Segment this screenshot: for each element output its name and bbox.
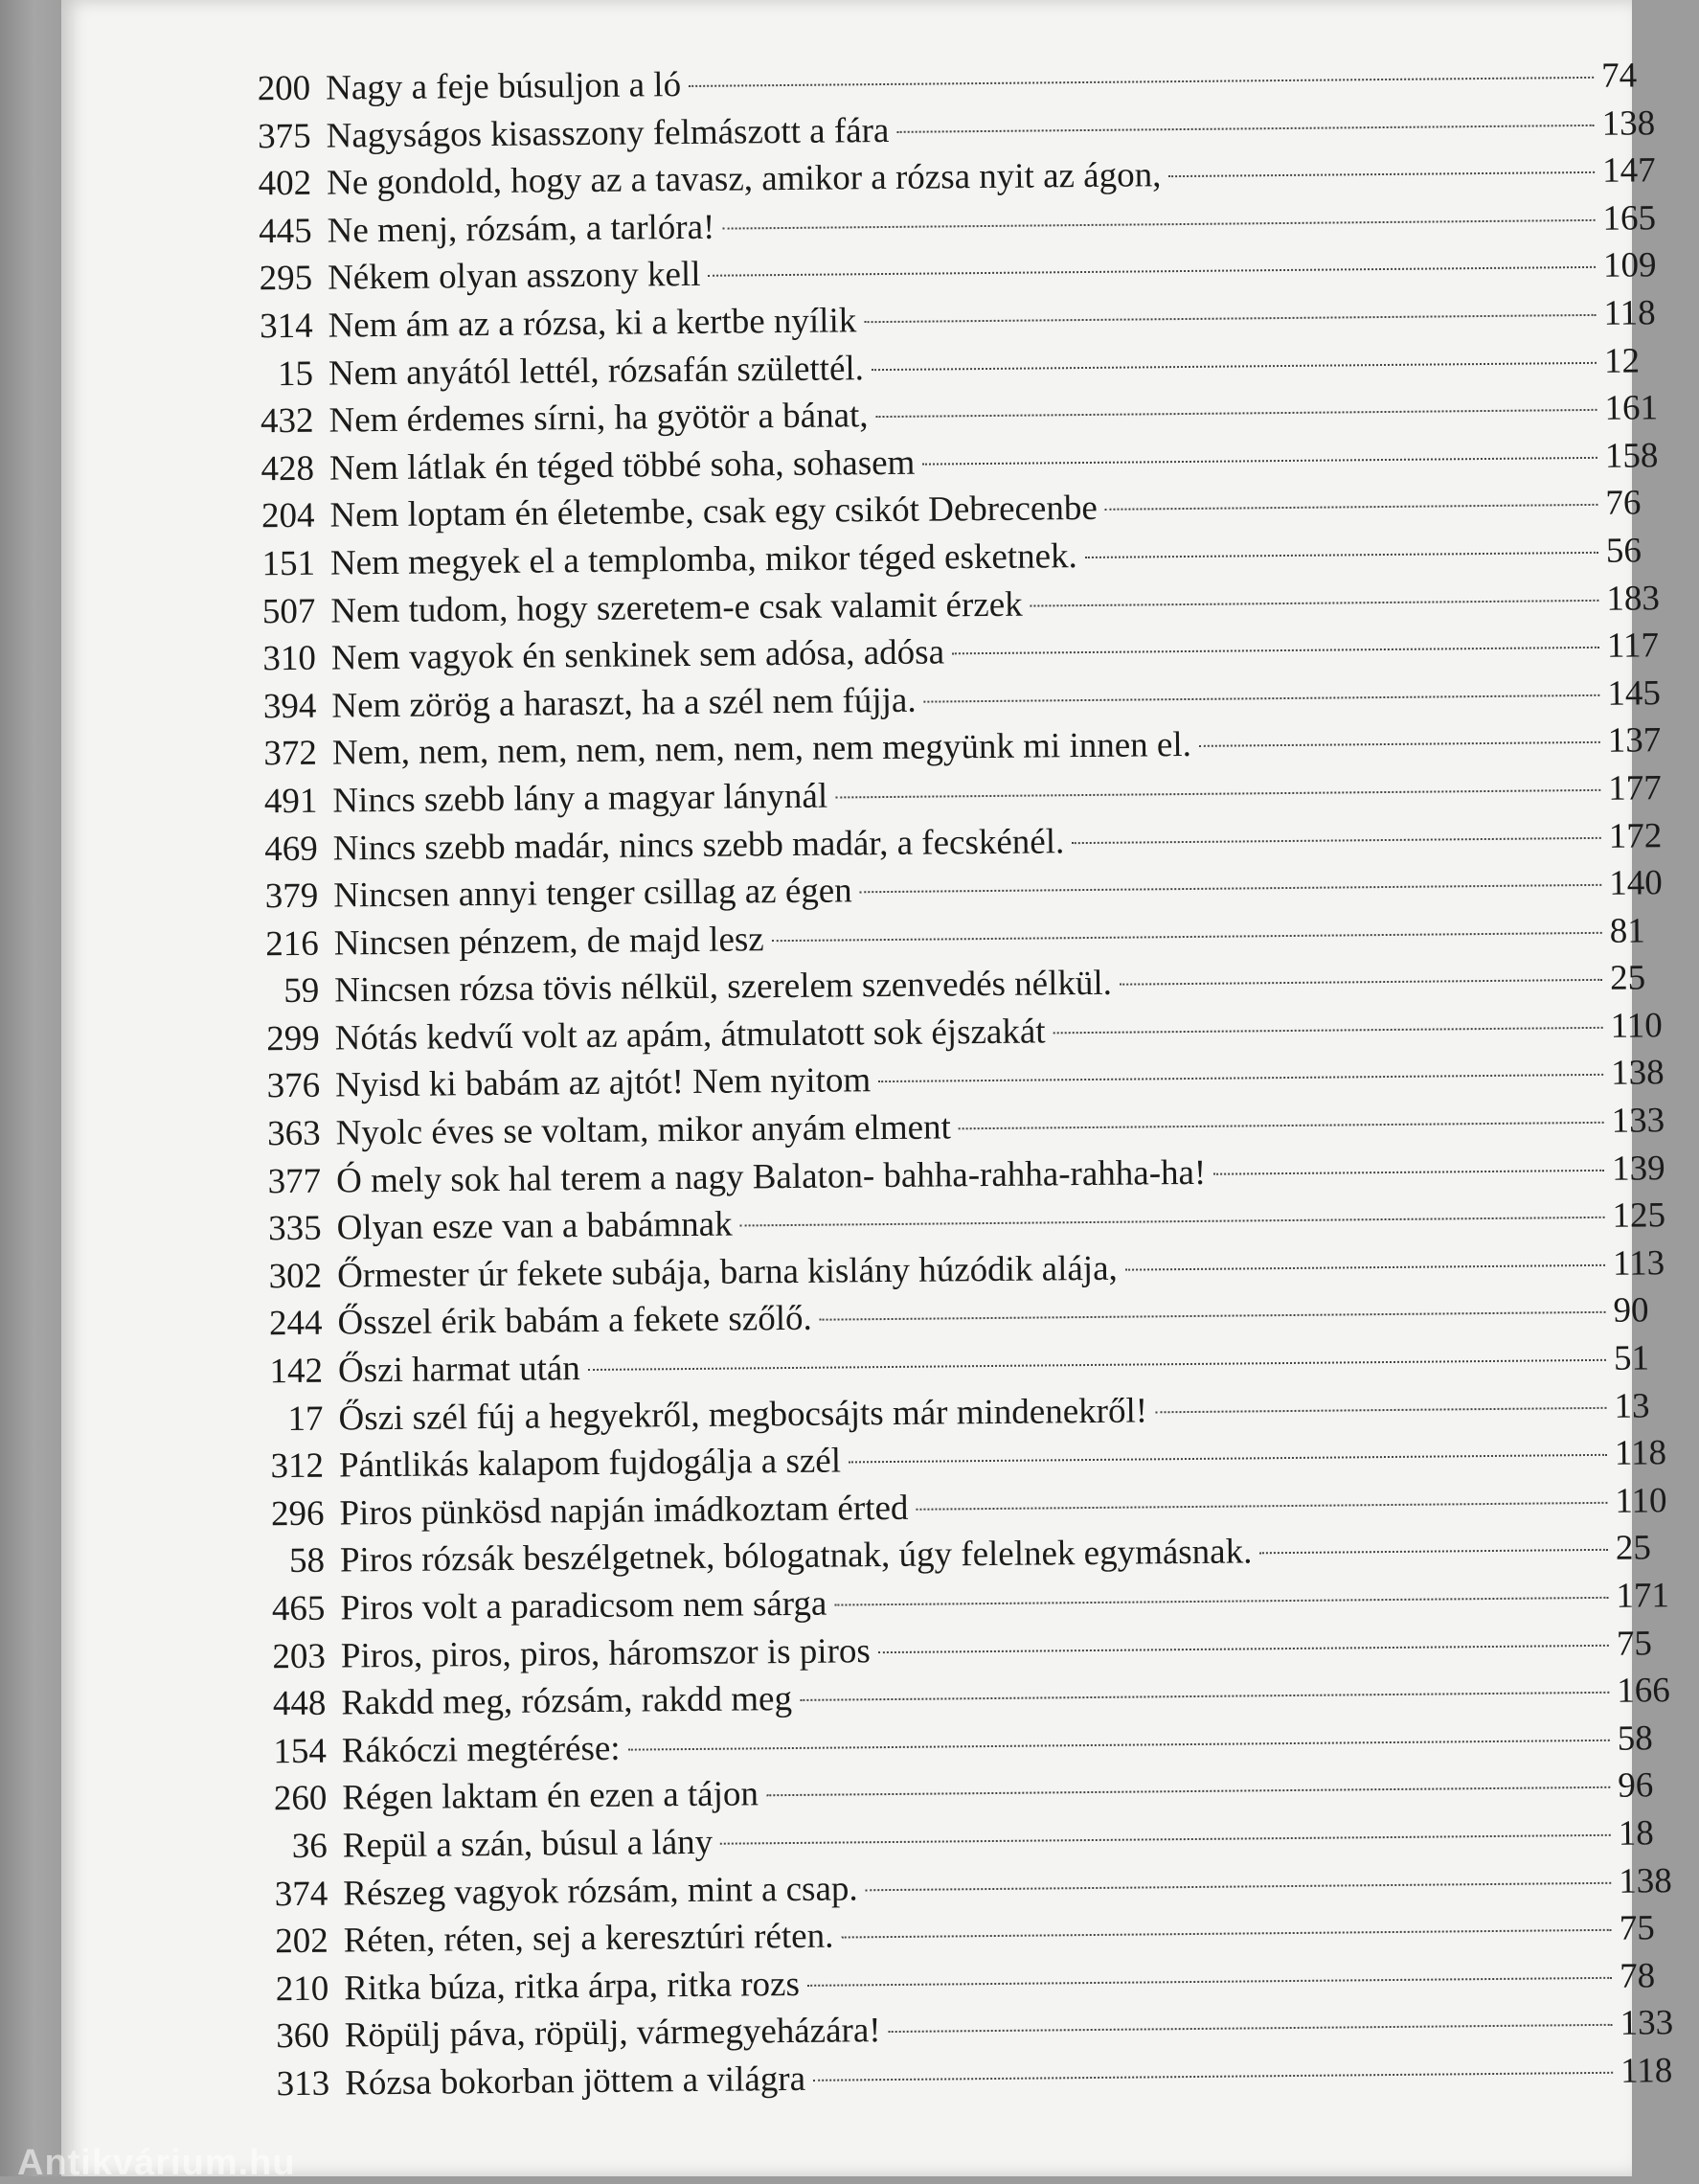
entry-title: Nincsen rózsa tövis nélkül, szerelem szenvedés nélkül.: [334, 964, 1113, 1011]
entry-number: 363: [266, 1113, 321, 1154]
entry-page: 118: [1603, 293, 1656, 333]
dot-leader: [841, 1929, 1611, 1939]
entry-number: 312: [270, 1445, 325, 1487]
entry-page: 113: [1612, 1243, 1665, 1284]
entry-title: Nincsen pénzem, de majd lesz: [333, 919, 764, 964]
entry-page: 74: [1600, 56, 1638, 96]
dot-leader: [896, 124, 1594, 132]
entry-number: 15: [277, 353, 314, 394]
dot-leader: [1155, 1406, 1606, 1413]
entry-title: Olyan esze van a babámnak: [336, 1204, 733, 1248]
entry-number: 372: [263, 734, 318, 774]
entry-number: 260: [273, 1779, 328, 1819]
entry-title: Nem ám az a rózsa, ki a kertbe nyílik: [328, 301, 857, 346]
entry-title: Nem látlak én téged többé soha, sohasem: [328, 443, 916, 489]
entry-number: 394: [262, 686, 317, 726]
dot-leader: [740, 1217, 1605, 1227]
entry-page: 58: [1617, 1718, 1653, 1759]
entry-number: 360: [276, 2016, 329, 2057]
entry-title: Ritka búza, ritka árpa, ritka rozs: [344, 1964, 801, 2009]
entry-number: 313: [276, 2063, 330, 2104]
entry-page: 158: [1604, 436, 1659, 476]
dot-leader: [588, 1359, 1606, 1371]
entry-title: Repül a szán, búsul a lány: [342, 1822, 714, 1866]
entry-page: 18: [1618, 1813, 1654, 1854]
entry-title: Nem tudom, hogy szeretem-e csak valamit érzek: [330, 584, 1023, 631]
dot-leader: [1213, 1169, 1604, 1174]
entry-title: Régen laktam én ezen a tájon: [342, 1774, 759, 1818]
dot-leader: [878, 1074, 1603, 1082]
entry-title: Részeg vagyok rózsám, mint a csap.: [343, 1868, 858, 1914]
dot-leader: [709, 266, 1597, 277]
entry-number: 36: [291, 1826, 328, 1866]
entry-number: 202: [275, 1921, 328, 1962]
entry-title: Nem, nem, nem, nem, nem, nem, nem megyünk mi innen el.: [331, 725, 1192, 773]
entry-number: 465: [271, 1588, 326, 1629]
entry-title: Rózsa bokorban jöttem a világra: [344, 2059, 806, 2104]
entry-title: Ne menj, rózsám, a tarlóra!: [327, 207, 715, 251]
entry-page: 90: [1613, 1290, 1649, 1331]
dot-leader: [889, 2024, 1613, 2033]
entry-number: 204: [261, 496, 315, 536]
entry-title: Piros rózsák beszélgetnek, bólogatnak, úgy felelnek egymásnak.: [339, 1532, 1253, 1581]
entry-number: 17: [287, 1399, 324, 1439]
entry-page: 133: [1620, 2003, 1674, 2044]
entry-page: 118: [1614, 1433, 1667, 1473]
dot-leader: [1031, 599, 1599, 606]
dot-leader: [807, 1977, 1612, 1987]
entry-page: 117: [1606, 626, 1660, 666]
entry-title: Őszi szél fúj a hegyekről, megbocsájts már mindenekről!: [338, 1391, 1148, 1439]
entry-number: 376: [266, 1066, 321, 1106]
entry-number: 154: [273, 1731, 328, 1771]
entry-title: Őszi harmat után: [337, 1349, 580, 1391]
entry-title: Piros volt a paradicsom nem sárga: [340, 1583, 827, 1628]
dot-leader: [722, 219, 1595, 230]
entry-page: 133: [1611, 1101, 1665, 1141]
entry-title: Nagyságos kisasszony felmászott a fára: [326, 110, 890, 156]
dot-leader: [872, 361, 1597, 370]
entry-page: 161: [1604, 388, 1659, 428]
entry-title: Nem vagyok én senkinek sem adósa, adósa: [330, 632, 945, 678]
entry-title: Nyolc éves se voltam, mikor anyám elment: [335, 1107, 952, 1153]
dot-leader: [1259, 1549, 1608, 1554]
entry-number: 58: [288, 1541, 326, 1581]
entry-page: 137: [1607, 720, 1662, 762]
dot-leader: [860, 884, 1602, 893]
entry-title: Nincsen annyi tenger csillag az égen: [333, 871, 852, 916]
dot-leader: [835, 789, 1600, 799]
entry-title: Röpülj páva, röpülj, vármegyeházára!: [344, 2011, 881, 2056]
dot-leader: [916, 1502, 1607, 1511]
entry-page: 118: [1620, 2051, 1673, 2091]
entry-title: Nótás kedvű volt az apám, átmulatott sok éjszakát: [334, 1012, 1046, 1058]
entry-number: 310: [262, 638, 317, 679]
entry-title: Őrmester úr fekete subája, barna kislány húzódik alája,: [336, 1248, 1118, 1296]
dot-leader: [849, 1454, 1607, 1464]
entry-title: Piros, piros, piros, háromszor is piros: [340, 1630, 872, 1676]
entry-number: 314: [259, 306, 313, 347]
entry-number: 374: [274, 1874, 328, 1914]
dot-leader: [1199, 741, 1600, 747]
entry-page: 140: [1609, 863, 1663, 903]
entry-title: Ó mely sok hal terem a nagy Balaton- bahha-rahha-rahha-ha!: [335, 1152, 1207, 1201]
entry-page: 138: [1610, 1053, 1665, 1094]
dot-leader: [866, 1881, 1612, 1890]
entry-number: 335: [267, 1208, 322, 1249]
entry-page: 166: [1617, 1671, 1671, 1711]
entry-number: 59: [283, 970, 320, 1012]
entry-page: 139: [1611, 1148, 1665, 1189]
entry-number: 432: [260, 400, 314, 442]
entry-page: 110: [1615, 1481, 1667, 1521]
entry-page: 171: [1616, 1576, 1670, 1616]
entry-page: 81: [1609, 911, 1645, 951]
book-page: [61, 0, 1674, 2176]
entry-title: Nem megyek el a templomba, mikor téged esketnek.: [329, 536, 1077, 583]
entry-number: 142: [269, 1351, 324, 1392]
dot-leader: [924, 694, 1600, 703]
dot-leader: [878, 1644, 1609, 1652]
entry-number: 491: [263, 781, 318, 822]
entry-number: 244: [268, 1304, 323, 1344]
dot-leader: [1105, 504, 1598, 511]
entry-title: Ne gondold, hogy az a tavasz, amikor a rózsa nyit az ágon,: [326, 155, 1162, 203]
entry-page: 138: [1619, 1860, 1672, 1901]
dot-leader: [800, 1692, 1609, 1701]
song-index-list: [186, 55, 1699, 2111]
entry-page: 76: [1605, 483, 1642, 524]
dot-leader: [1120, 979, 1602, 986]
entry-number: 216: [265, 923, 319, 964]
entry-page: 183: [1606, 578, 1661, 619]
entry-page: 13: [1614, 1386, 1650, 1426]
entry-title: Nincs szebb madár, nincs szebb madár, a fecskénél.: [332, 821, 1065, 869]
entry-page: 25: [1609, 958, 1646, 999]
entry-title: Nékem olyan asszony kell: [327, 255, 701, 298]
entry-number: 299: [266, 1018, 320, 1059]
dot-leader: [1168, 171, 1595, 177]
entry-page: 56: [1605, 531, 1642, 571]
entry-number: 203: [272, 1636, 327, 1676]
entry-number: 428: [261, 448, 315, 489]
entry-title: Nem zörög a haraszt, ha a szél nem fújja.: [331, 680, 917, 726]
entry-page: 109: [1602, 245, 1657, 286]
entry-page: 172: [1608, 815, 1663, 856]
dot-leader: [1085, 552, 1598, 558]
dot-leader: [1053, 1027, 1603, 1035]
dot-leader: [834, 1597, 1608, 1606]
entry-page: 12: [1603, 341, 1641, 381]
dot-leader: [766, 1786, 1610, 1796]
entry-number: 295: [259, 259, 313, 299]
entry-title: Nyisd ki babám az ajtót! Nem nyitom: [335, 1060, 872, 1106]
dot-leader: [959, 1122, 1604, 1129]
dot-leader: [772, 932, 1602, 942]
entry-number: 402: [258, 163, 312, 204]
dot-leader: [820, 1311, 1606, 1321]
entry-page: 177: [1608, 768, 1662, 808]
entry-title: Réten, réten, sej a keresztúri réten.: [343, 1916, 834, 1961]
entry-page: 96: [1618, 1765, 1654, 1807]
entry-title: Nem érdemes sírni, ha gyötör a bánat,: [328, 396, 869, 441]
dot-leader: [720, 1834, 1611, 1845]
entry-number: 448: [272, 1683, 327, 1724]
entry-number: 302: [268, 1256, 323, 1297]
dot-leader: [628, 1740, 1610, 1751]
entry-title: Nincs szebb lány a magyar lánynál: [332, 776, 828, 821]
entry-page: 147: [1601, 150, 1656, 191]
entry-number: 151: [261, 543, 316, 584]
dot-leader: [922, 457, 1597, 466]
entry-title: Piros pünkösd napján imádkoztam érted: [339, 1488, 909, 1534]
entry-number: 296: [270, 1493, 325, 1535]
entry-number: 507: [261, 591, 316, 631]
entry-number: 377: [267, 1161, 322, 1201]
entry-page: 138: [1601, 102, 1656, 144]
entry-page: 145: [1607, 672, 1662, 714]
entry-title: Nem loptam én életembe, csak egy csikót Debrecenbe: [329, 489, 1098, 535]
entry-title: Nem anyától lettél, rózsafán születtél.: [328, 348, 865, 394]
entry-page: 75: [1619, 1908, 1655, 1948]
entry-page: 125: [1612, 1195, 1666, 1237]
site-watermark: Antikvárium.hu: [17, 2143, 296, 2183]
entry-title: Rakdd meg, rózsám, rakdd meg: [341, 1679, 793, 1723]
dot-leader: [689, 77, 1594, 87]
entry-number: 379: [264, 876, 319, 917]
dot-leader: [1125, 1264, 1605, 1271]
entry-page: 110: [1610, 1006, 1663, 1046]
dot-leader: [1072, 836, 1601, 843]
entry-number: 469: [264, 829, 319, 869]
entry-page: 78: [1619, 1956, 1656, 1996]
entry-page: 25: [1615, 1528, 1652, 1569]
dot-leader: [864, 314, 1596, 323]
entry-page: 75: [1616, 1623, 1653, 1664]
entry-title: Rákóczi megtérése:: [341, 1728, 621, 1771]
dot-leader: [813, 2072, 1613, 2082]
entry-title: Nagy a feje búsuljon a ló: [326, 65, 682, 108]
entry-title: Ősszel érik babám a fekete szőlő.: [337, 1299, 812, 1343]
dot-leader: [876, 409, 1597, 418]
entry-number: 200: [257, 68, 311, 109]
entry-number: 375: [257, 116, 311, 156]
entry-title: Pántlikás kalapom fujdogálja a szél: [338, 1441, 842, 1486]
entry-page: 165: [1602, 198, 1657, 239]
entry-number: 210: [275, 1968, 329, 2009]
dot-leader: [952, 647, 1599, 654]
entry-number: 445: [258, 211, 312, 252]
entry-page: 51: [1613, 1338, 1650, 1378]
